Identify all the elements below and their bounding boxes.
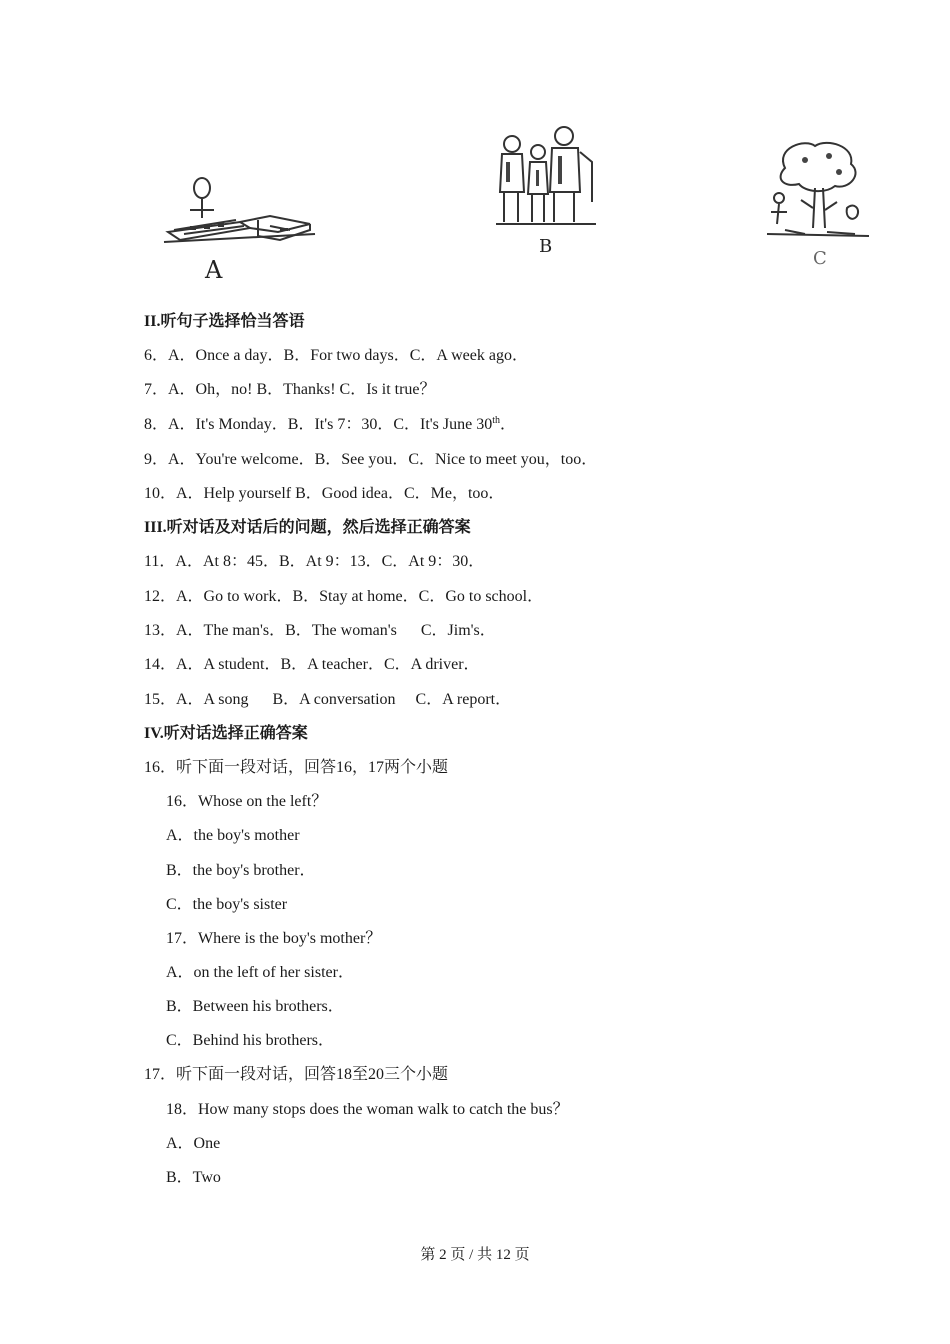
picture-a-books-on-desk	[160, 170, 325, 250]
picture-b-family-group	[492, 122, 600, 230]
section-3-heading: III.听对话及对话后的问题，然后选择正确答案	[144, 519, 471, 536]
question-16-option-b: B．the boy's brother．	[166, 862, 316, 879]
question-8-text: 8．A．It's Monday．B．It's 7：30．C．It's June 30	[144, 416, 493, 433]
section-2-heading: II.听句子选择恰当答语	[144, 313, 305, 330]
question-14: 14．A．A student．B．A teacher．C．A driver．	[144, 656, 480, 673]
question-18-option-b: B．Two	[166, 1169, 221, 1186]
picture-c-tree-scene	[765, 138, 870, 246]
question-9: 9．A．You're welcome．B．See you．C．Nice to meet you，too．	[144, 451, 598, 468]
question-16: 16．Whose on the left？	[166, 793, 328, 810]
question-15: 15．A．A song B．A conversation C．A report．	[144, 691, 512, 708]
question-12: 12．A．Go to work．B．Stay at home．C．Go to school．	[144, 588, 544, 605]
question-16-option-a: A．the boy's mother	[166, 827, 300, 844]
question-11: 11．A．At 8：45．B．At 9：13．C．At 9：30．	[144, 553, 485, 570]
question-7: 7．A．Oh，no! B．Thanks! C．Is it true？	[144, 381, 436, 398]
question-17-option-c: C．Behind his brothers．	[166, 1032, 334, 1049]
picture-a-label: A	[205, 256, 223, 284]
picture-c-label: C	[813, 248, 827, 269]
page-footer: 第 2 页 / 共 12 页	[420, 1247, 530, 1263]
question-8	[144, 415, 516, 435]
section-4-heading: IV.听对话选择正确答案	[144, 725, 308, 742]
group-16-intro: 16．听下面一段对话，回答16，17两个小题	[144, 759, 449, 776]
question-17-option-a: A．on the left of her sister．	[166, 964, 354, 981]
question-8-sup: th	[492, 415, 500, 426]
group-17-intro: 17．听下面一段对话，回答18至20三个小题	[144, 1066, 449, 1083]
question-10: 10．A．Help yourself B．Good idea．C．Me，too．	[144, 485, 505, 502]
question-17-option-b: B．Between his brothers．	[166, 998, 344, 1015]
question-8-end: ．	[500, 416, 517, 433]
question-18: 18．How many stops does the woman walk to catch the bus？	[166, 1101, 569, 1118]
question-13: 13．A．The man's．B．The woman's C．Jim's．	[144, 622, 496, 639]
question-6: 6．A．Once a day．B．For two days．C．A week ago．	[144, 347, 528, 364]
question-16-option-c: C．the boy's sister	[166, 896, 288, 913]
question-18-option-a: A．One	[166, 1135, 221, 1152]
picture-b-label: B	[539, 236, 553, 257]
question-17: 17．Where is the boy's mother？	[166, 930, 382, 947]
